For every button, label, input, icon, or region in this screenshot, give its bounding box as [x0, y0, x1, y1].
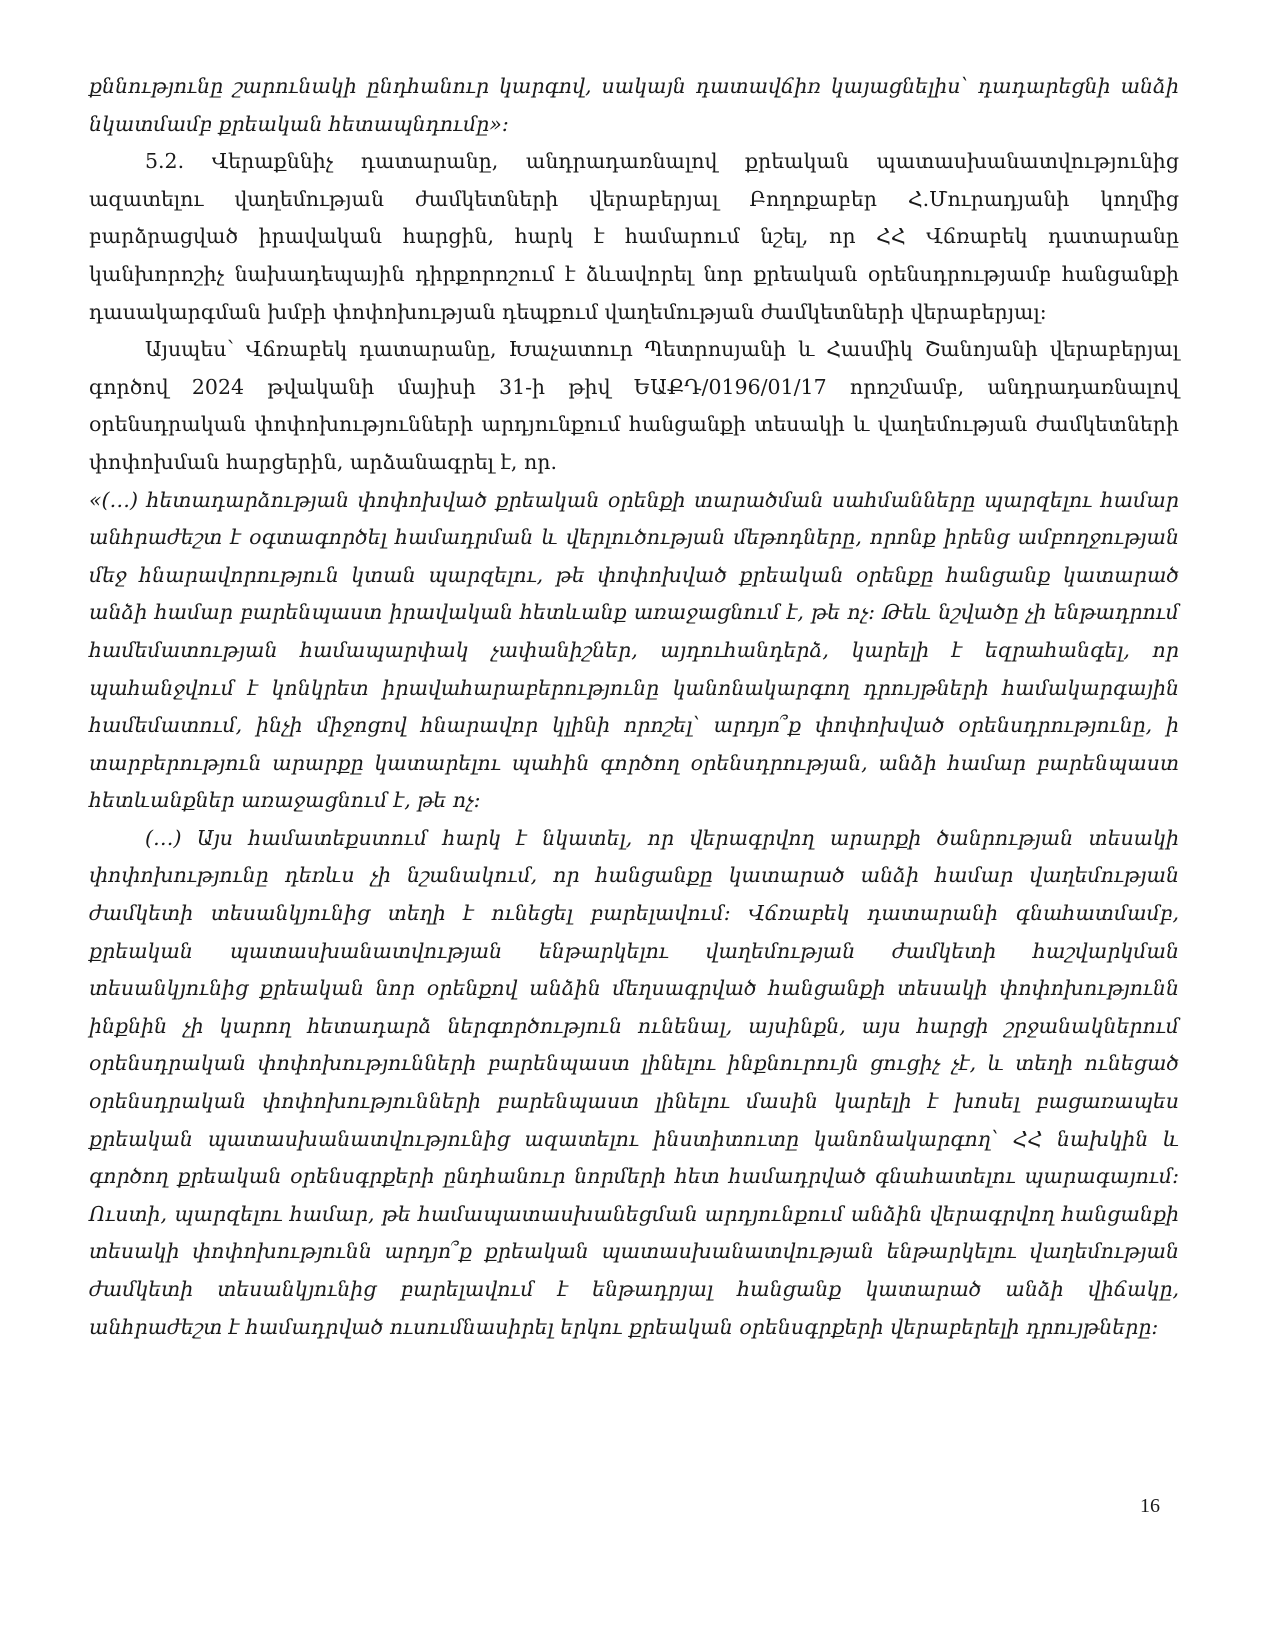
paragraph-quote-2: (…) Այս համատեքստում հարկ է նկատել, որ վերագրվող արարքի ծանրության տեսակի փոփոխությունը դեռևս չի նշանակում, որ հանցանքը կատարած անձի համար վաղեմության ժամկետի տեսանկյունից տեղի է ունեցել բարելավում: Վճռաբեկ դատարանի գնահատմամբ, քրեական պատասխանատվության ենթարկելու վաղեմության ժամկետի հաշվարկման տեսանկյունից քրեական նոր օրենքով անձին մեղսագրված հանցանքի տեսակի փոփոխությունն ինքնին չի կարող հետադարձ ներգործություն ունենալ, այսինքն, այս հարցի շրջանակներում օրենսդրական փոփոխությունների բարենպաստ լինելու ինքնուրույն ցուցիչ չէ, և տեղի ունեցած օրենսդրական փոփոխությունների բարենպաստ լինելու մասին կարելի է խոսել բացառապես քրեական պատասխանատվությունից ազատելու ինստիտուտը կանոնակարգող՝ ՀՀ նախկին և գործող քրեական օրենսգրքերի ընդհանուր նորմերի հետ համադրված գնահատելու պարագայում: Ուստի, պարզելու համար, թե համապատասխանեցման արդյունքում անձին վերագրվող հանցանքի տեսակի փոփոխությունն արդյո՞ք քրեական պատասխանատվության ենթարկելու վաղեմության ժամկետի տեսանկյունից բարելավում է ենթադրյալ հանցանք կատարած անձի վիճակը, անհրաժեշտ է համադրված ուսումնասիրել երկու քրեական օրենսգրքերի վերաբերելի դրույթները:	[89, 825, 1179, 1339]
paragraph-5-2: 5.2. Վերաքննիչ դատարանը, անդրադառնալով քրեական պատասխանատվությունից ազատելու վաղեմության ժամկետների վերաբերյալ Բողոքաբեր Հ.Մուրադյանի կողմից բարձրացված իրավական հարցին, հարկ է համարում նշել, որ ՀՀ Վճռաբեկ դատարանը կանխորոշիչ նախադեպային դիրքորոշում է ձևավորել նոր քրեական օրենսդրությամբ հանցանքի դասակարգման խմբի փոփոխության դեպքում վաղեմության ժամկետների վերաբերյալ:	[89, 149, 1179, 324]
paragraph-quote-1: «(…) հետադարձության փոփոխված քրեական օրենքի տարածման սահմանները պարզելու համար անհրաժեշտ է օգտագործել համադրման և վերլուծության մեթոդները, որոնք իրենց ամբողջության մեջ հնարավորություն կտան պարզելու, թե փոփոխված քրեական օրենքը հանցանք կատարած անձի համար բարենպաստ իրավական հետևանք առաջացնում է, թե ոչ: Թեև նշվածը չի ենթադրում համեմատության համապարփակ չափանիշներ, այդուհանդերձ, կարելի է եզրահանգել, որ պահանջվում է կոնկրետ իրավահարաբերությունը կանոնակարգող դրույթների համակարգային համեմատում, ինչի միջոցով հնարավոր կլինի որոշել՝ արդյո՞ք փոփոխված օրենսդրությունը, ի տարբերություն արարքը կատարելու պահին գործող օրենսդրության, անձի համար բարենպաստ հետևանքներ առաջացնում է, թե ոչ:	[89, 487, 1179, 813]
page-number: 16	[1140, 1495, 1160, 1517]
paragraph-quote-ending: քննությունը շարունակի ընդհանուր կարգով, սակայն դատավճիռ կայացնելիս՝ դադարեցնի անձի նկատմամբ քրեական հետապնդումը»:	[89, 74, 1179, 136]
document-body	[89, 68, 1179, 1346]
paragraph-cassation-reference: Այսպես՝ Վճռաբեկ դատարանը, Խաչատուր Պետրոսյանի և Հասմիկ Շանոյանի վերաբերյալ գործով 2024 թվականի մայիսի 31-ի թիվ ԵԱՔԴ/0196/01/17 որոշմամբ, անդրադառնալով օրենսդրական փոփոխությունների արդյունքում հանցանքի տեսակի և վաղեմության ժամկետների փոփոխման հարցերին, արձանագրել է, որ.	[89, 337, 1179, 474]
